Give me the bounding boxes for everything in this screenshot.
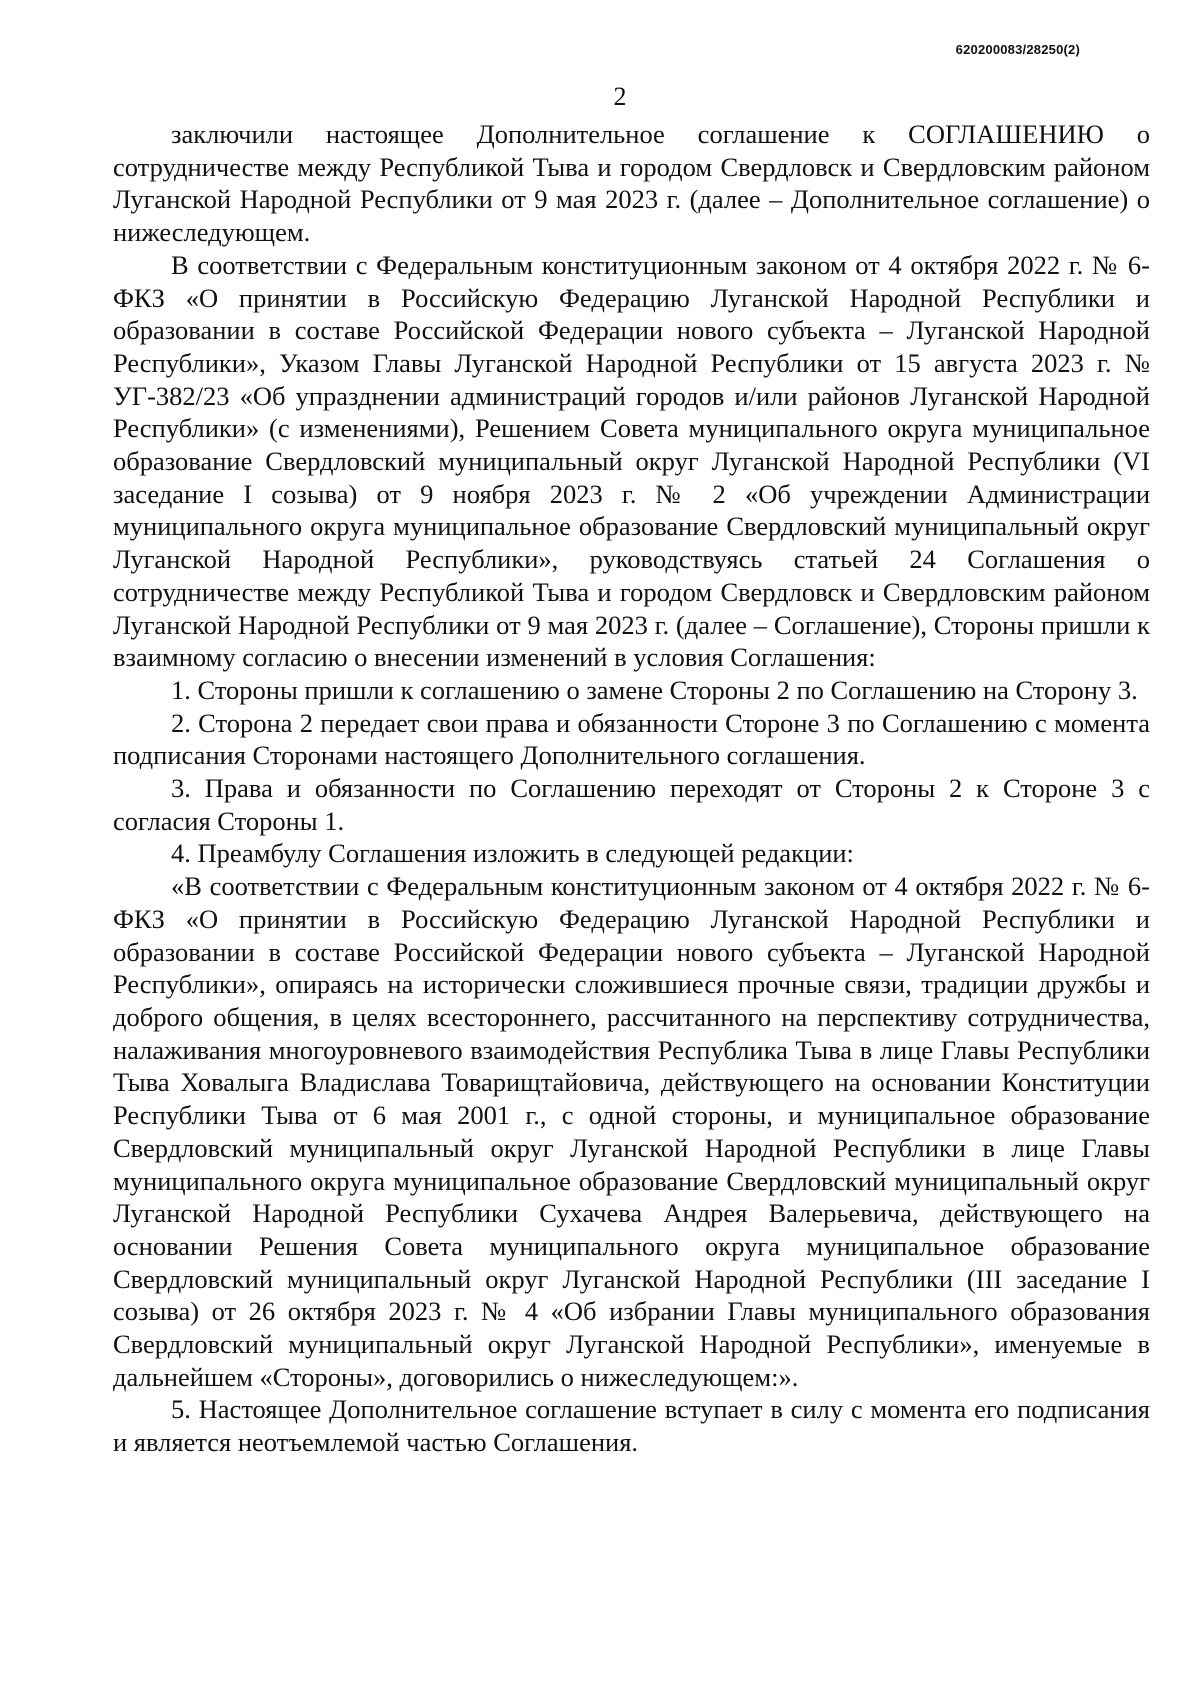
paragraph-preamble: «В соответствии с Федеральным конституционным законом от 4 октября 2022 г. № 6-ФКЗ «О принятии в Российскую Федерацию Луганской Народной Республики и образовании в составе Российской Федерации нового субъекта – Луганской Народной Республики», опираясь на исторически сложившиеся прочные связи, традиции дружбы и доброго общения, в целях всестороннего, рассчитанного на перспективу сотрудничества, налаживания многоуровневого взаимодействия Республика Тыва в лице Главы Республики Тыва Ховалыга Владислава Товарищтайовича, действующего на основании Конституции Республики Тыва от 6 мая 2001 г., с одной стороны, и муниципальное образование Свердловский муниципальный округ Луганской Народной Республики в лице Главы муниципального округа муниципальное образование Свердловский муниципальный округ Луганской Народной Республики Сухачева Андрея Валерьевича, действующего на основании Решения Совета муниципального округа муниципальное образование Свердловский муниципальный округ Луганской Народной Республики (III заседание I созыва) от 26 октября 2023 г. № 4 «Об избрании Главы муниципального образования Свердловский муниципальный округ Луганской Народной Республики», именуемые в дальнейшем «Стороны», договорились о нижеследующем:».: [113, 871, 1150, 1392]
document-body: [113, 118, 1150, 1459]
paragraph-item-5: 5. Настоящее Дополнительное соглашение вступает в силу с момента его подписания и является неотъемлемой частью Соглашения.: [113, 1394, 1150, 1458]
page-number: 2: [613, 82, 627, 111]
paragraph-item-2: 2. Сторона 2 передает свои права и обязанности Стороне 3 по Соглашению с момента подписания Сторонами настоящего Дополнительного соглашения.: [113, 707, 1150, 771]
document-id: 620200083/28250(2): [955, 42, 1080, 57]
paragraph-item-4: 4. Преамбулу Соглашения изложить в следующей редакции:: [171, 838, 854, 869]
paragraph-item-3: 3. Права и обязанности по Соглашению переходят от Стороны 2 к Стороне 3 с согласия Стороны 1.: [113, 773, 1150, 836]
paragraph-intro: заключили настоящее Дополнительное соглашение к СОГЛАШЕНИЮ о сотрудничестве между Республикой Тыва и городом Свердловск и Свердловским районом Луганской Народной Республики от 9 мая 2023 г. (далее – Дополнительное соглашение) о нижеследующем.: [113, 119, 1150, 248]
paragraph-item-1: 1. Стороны пришли к соглашению о замене Стороны 2 по Соглашению на Сторону 3.: [171, 674, 1138, 705]
paragraph-legal-basis: В соответствии с Федеральным конституционным законом от 4 октября 2022 г. № 6-ФКЗ «О принятии в Российскую Федерацию Луганской Народной Республики и образовании в составе Российской Федерации нового субъекта – Луганской Народной Республики», Указом Главы Луганской Народной Республики от 15 августа 2023 г. № УГ-382/23 «Об упразднении администраций городов и/или районов Луганской Народной Республики» (с изменениями), Решением Совета муниципального округа муниципальное образование Свердловский муниципальный округ Луганской Народной Республики (VI заседание I созыва) от 9 ноября 2023 г. № 2 «Об учреждении Администрации муниципального округа муниципальное образование Свердловский муниципальный округ Луганской Народной Республики», руководствуясь статьей 24 Соглашения о сотрудничестве между Республикой Тыва и городом Свердловск и Свердловским районом Луганской Народной Республики от 9 мая 2023 г. (далее – Соглашение), Стороны пришли к взаимному согласию о внесении изменений в условия Соглашения:: [113, 249, 1150, 673]
